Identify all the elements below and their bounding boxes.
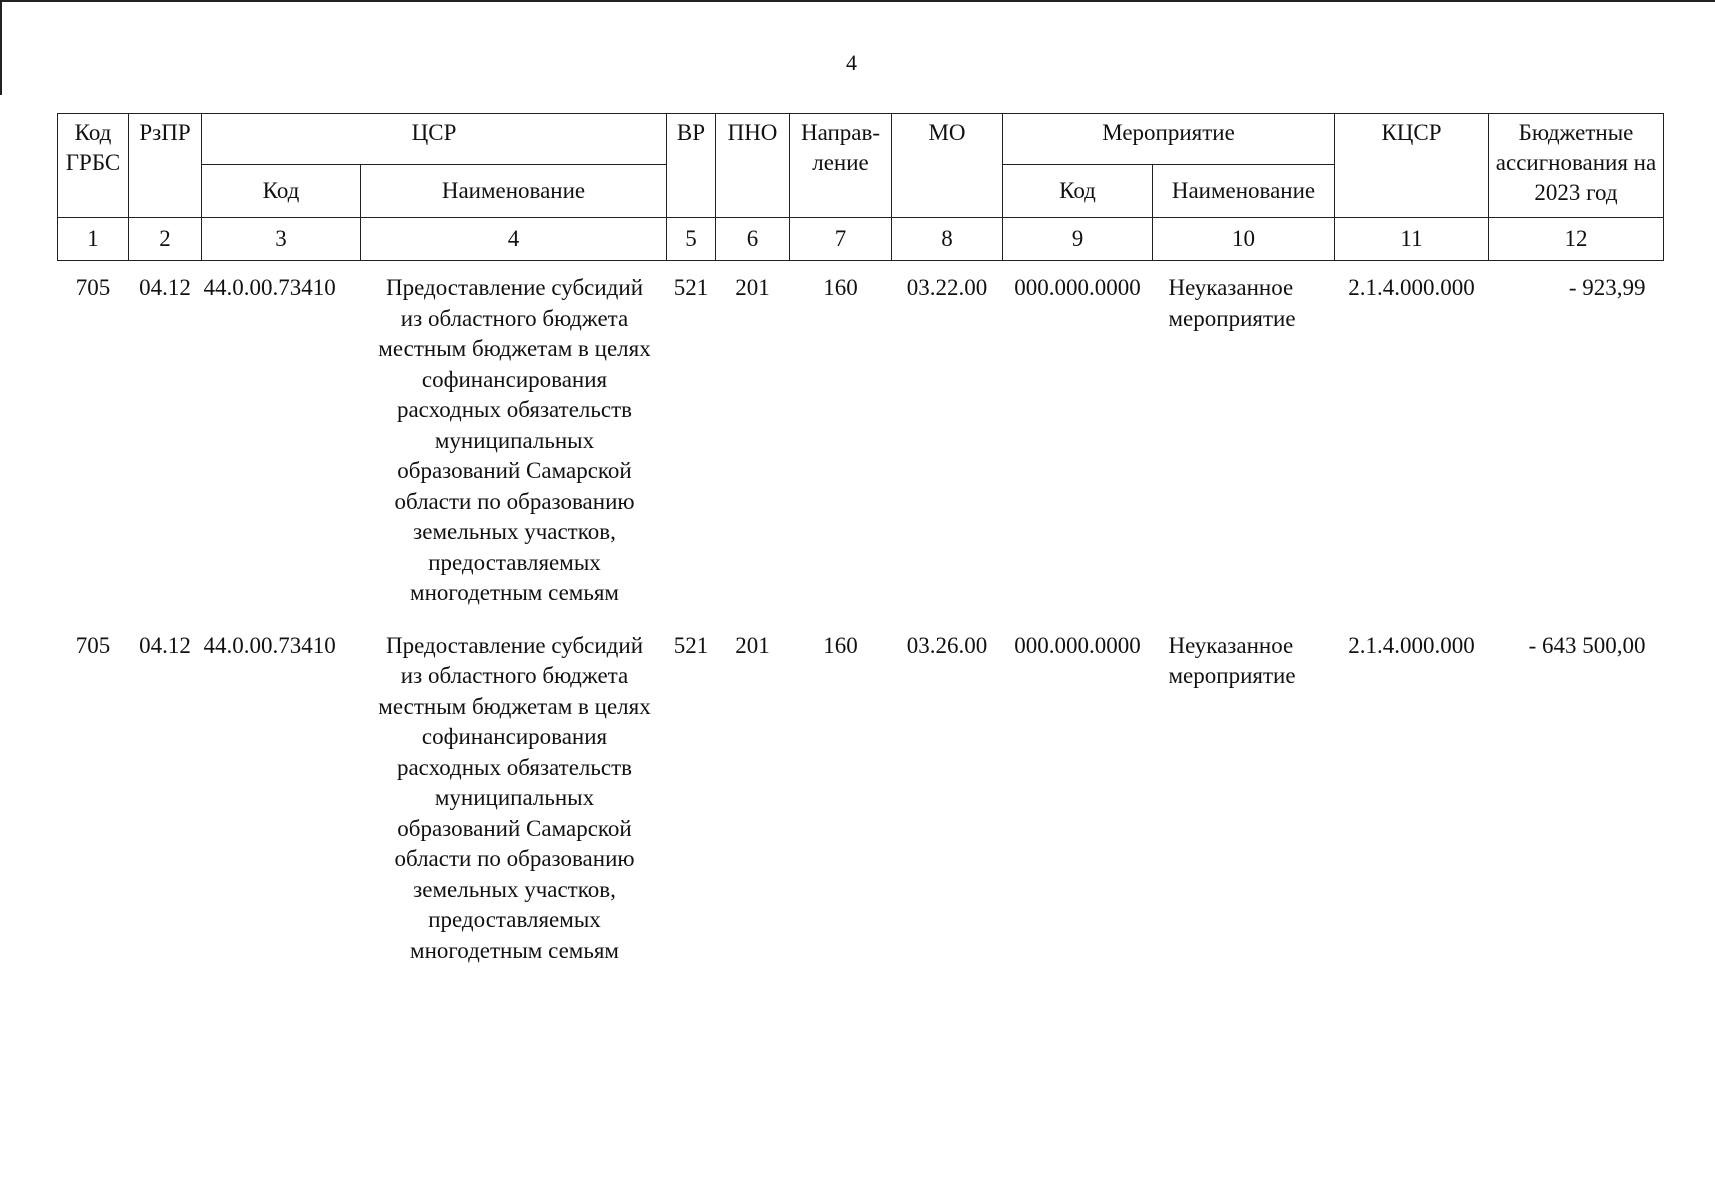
cell-mero-code: 000.000.0000: [1014, 275, 1141, 300]
column-number: 5: [667, 218, 716, 261]
header-kod-grbs: Код ГРБС: [58, 114, 129, 218]
cell-csr-name: Предоставление субсидий из областного бюджета местным бюджетам в целях софинансирования расходных обязательств муниципальных образований Самарской области по образованию земельных участков, предоставляемых многодетным семьям: [378, 632, 651, 963]
cell-mero-name: Неуказанное мероприятие: [1168, 275, 1296, 331]
header-mo: МО: [892, 114, 1003, 218]
cell-vr: 521: [673, 632, 709, 658]
cell-csr-code: 44.0.00.73410: [203, 275, 336, 300]
column-number: 3: [202, 218, 361, 261]
cell-kcsr: 2.1.4.000.000: [1348, 275, 1475, 300]
cell-csr-code: 44.0.00.73410: [203, 632, 336, 658]
cell-rzpr: 04.12: [139, 275, 191, 300]
table-row: [58, 261, 1664, 609]
column-number: 12: [1489, 218, 1664, 261]
cell-napravlenie: 160: [823, 632, 858, 658]
column-number: 8: [892, 218, 1003, 261]
cell-amount: - 643 500,00: [1528, 632, 1646, 658]
column-number: 7: [790, 218, 892, 261]
header-csr: ЦСР: [202, 114, 667, 165]
column-number: 10: [1153, 218, 1335, 261]
header-mero-name: Наименование: [1153, 165, 1335, 218]
column-number: 1: [58, 218, 129, 261]
header-vr: ВР: [667, 114, 716, 218]
cell-pno: 201: [735, 632, 770, 658]
header-rzpr: РзПР: [129, 114, 202, 218]
cell-pno: 201: [735, 275, 770, 300]
cell-napravlenie: 160: [823, 275, 858, 300]
scan-edge: [0, 0, 1715, 2]
header-napravlenie: Направ-ление: [790, 114, 892, 218]
cell-mo: 03.26.00: [906, 632, 988, 658]
cell-mero-name: Неуказанное мероприятие: [1168, 632, 1296, 688]
header-pno: ПНО: [716, 114, 790, 218]
column-number: 6: [716, 218, 790, 261]
header-csr-name: Наименование: [361, 165, 667, 218]
header-mero-kod: Код: [1003, 165, 1153, 218]
budget-table: [57, 113, 1664, 966]
cell-mo: 03.22.00: [906, 275, 988, 300]
cell-amount: - 923,99: [1568, 275, 1646, 300]
header-kcsr: КЦСР: [1335, 114, 1489, 218]
cell-rzpr: 04.12: [139, 632, 191, 658]
table-row: [58, 619, 1664, 967]
cell-grbs: 705: [75, 275, 111, 300]
cell-vr: 521: [673, 275, 709, 300]
column-number: 2: [129, 218, 202, 261]
column-number: 11: [1335, 218, 1489, 261]
header-meropriyatie: Мероприятие: [1003, 114, 1335, 165]
cell-grbs: 705: [75, 632, 111, 658]
scan-edge: [0, 0, 2, 95]
cell-csr-name: Предоставление субсидий из областного бюджета местным бюджетам в целях софинансирования расходных обязательств муниципальных образований Самарской области по образованию земельных участков, предоставляемых многодетным семьям: [378, 275, 651, 605]
column-number: 9: [1003, 218, 1153, 261]
header-csr-kod: Код: [202, 165, 361, 218]
row-spacer: [58, 609, 1664, 619]
cell-mero-code: 000.000.0000: [1014, 632, 1141, 658]
page-number: 4: [846, 50, 857, 75]
header-budget: Бюджетные ассигнования на 2023 год: [1489, 114, 1664, 218]
cell-kcsr: 2.1.4.000.000: [1348, 632, 1475, 658]
column-number: 4: [361, 218, 667, 261]
